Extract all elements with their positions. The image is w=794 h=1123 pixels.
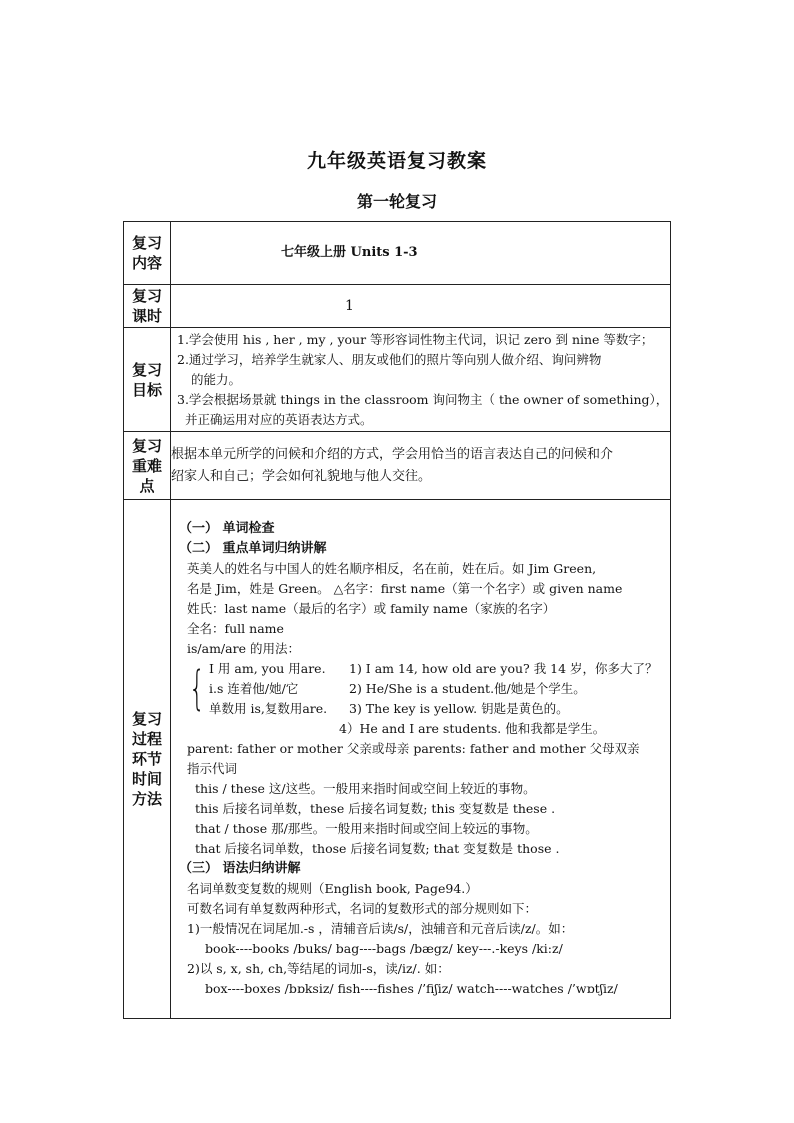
process-line: 1)一般情况在词尾加.-s ，清辅音后读/s/，浊辅音和元音后读/z/。如：	[187, 921, 574, 936]
label-review-process: 复习 过程 环节 时间 方法	[124, 500, 171, 1019]
goal-line: 并正确运用对应的英语表达方式。	[185, 411, 373, 427]
process-line: 名词单数变复数的规则（English book, Page94.）	[187, 881, 478, 896]
label-review-goal: 复习 目标	[124, 328, 171, 432]
key-line: 根据本单元所学的问候和介绍的方式，学会用恰当的语言表达自己的问候和介	[171, 446, 614, 462]
process-line: 2)以 s, x, sh, ch,等结尾的词加-s，读/iz/. 如：	[187, 961, 450, 976]
process-line: that 后接名词单数，those 后接名词复数; that 变复数是 those .	[195, 841, 560, 856]
process-line: 指示代词	[187, 761, 238, 776]
process-line: 英美人的姓名与中国人的姓名顺序相反，名在前，姓在后。如 Jim Green,	[187, 561, 597, 576]
section-heading: （二） 重点单词归纳讲解	[179, 541, 327, 556]
process-line: 姓氏：last name（最后的名字）或 family name（家族的名字）	[187, 601, 556, 616]
document-subtitle: 第一轮复习	[356, 192, 437, 211]
goal-line: 1.学会使用 his , her , my , your 等形容词性物主代词，识记 zero 到 nine 等数字；	[177, 331, 654, 347]
usage-row: 单数用 is,复数用are. 3) The key is yellow. 钥匙是黄色的。	[209, 701, 569, 716]
usage-row: i.s 连着他/她/它 2) He/She is a student.他/她是个学生。	[209, 681, 586, 696]
process-line: 可数名词有单复数两种形式，名词的复数形式的部分规则如下：	[187, 901, 538, 916]
process-line: 全名：full name	[187, 621, 284, 636]
label-review-content: 复习 内容	[124, 222, 171, 285]
process-line: 名是 Jim，姓是 Green。 △名字：first name（第一个名字）或 given name	[187, 581, 623, 596]
process-line: box----boxes /bɒksiz/ fish----fishes /’fiʃiz/ watch----watches /’wɒtʃiz/	[205, 981, 618, 996]
process-line: is/am/are 的用法：	[187, 641, 300, 656]
value-key-points	[171, 432, 671, 500]
usage-row: I 用 am, you 用are. 1) I am 14, how old are you? 我 14 岁，你多大了？	[209, 661, 658, 676]
row-review-process	[124, 500, 671, 1019]
process-line: book----books /buks/ bag----bags /bægz/ key---.-keys /ki:z/	[205, 941, 563, 956]
usage-brace-block	[187, 659, 670, 719]
process-line: this / these 这/这些。一般用来指时间或空间上较近的事物。	[195, 781, 536, 796]
section-heading: （一） 单词检查	[179, 521, 275, 536]
goal-line: 3.学会根据场景就 things in the classroom 询问物主（ the owner of something），	[177, 391, 669, 407]
section-heading: （三） 语法归纳讲解	[179, 861, 301, 876]
value-review-period: 1	[171, 285, 671, 328]
process-line: parent: father or mother 父亲或母亲 parents: father and mother 父母双亲	[187, 741, 640, 756]
row-review-content	[124, 222, 671, 285]
goal-line: 的能力。	[191, 371, 242, 387]
process-line: 4）He and I are students. 他和我都是学生。	[339, 721, 606, 736]
key-line: 绍家人和自己；学会如何礼貌地与他人交往。	[171, 468, 432, 484]
row-review-goal	[124, 328, 671, 432]
label-review-period: 复习 课时	[124, 285, 171, 328]
label-key-points: 复习 重难 点	[124, 432, 171, 500]
process-line: that / those 那/那些。一般用来指时间或空间上较远的事物。	[195, 821, 538, 836]
value-review-process	[171, 500, 671, 1019]
document-title: 九年级英语复习教案	[306, 150, 487, 172]
row-key-points	[124, 432, 671, 500]
value-review-content: 七年级上册 Units 1-3	[171, 222, 671, 285]
lesson-plan-table	[123, 221, 671, 1019]
goal-line: 2.通过学习，培养学生就家人、朋友或他们的照片等向别人做介绍、询问辨物	[177, 351, 602, 367]
value-review-goal	[171, 328, 671, 432]
process-line: this 后接名词单数，these 后接名词复数; this 变复数是 these .	[195, 801, 556, 816]
row-review-period	[124, 285, 671, 328]
curly-brace: {	[189, 661, 206, 715]
